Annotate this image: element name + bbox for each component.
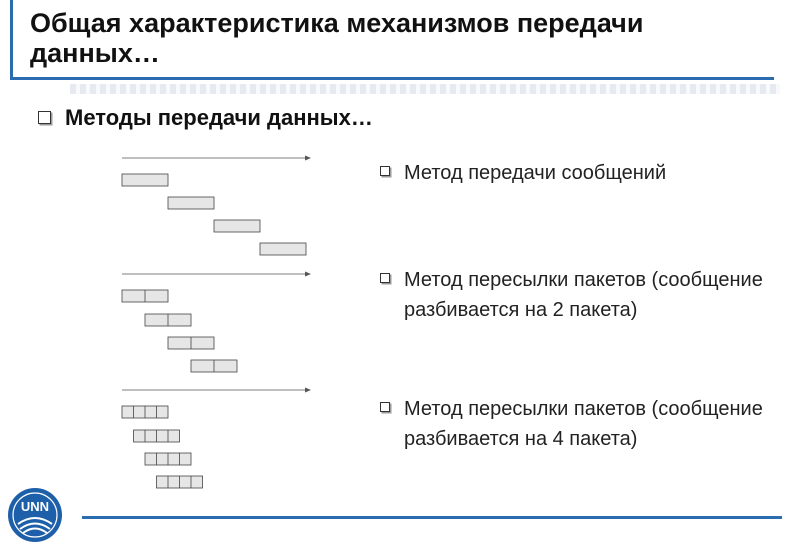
footer-divider <box>82 516 782 519</box>
list-item <box>380 158 780 188</box>
checkbox-bullet-icon <box>380 273 390 283</box>
packet-row <box>168 337 214 349</box>
packet-row <box>145 453 191 465</box>
list-item <box>380 265 780 325</box>
slide-title: Общая характеристика механизмов передачи данных… <box>30 8 644 68</box>
time-arrow-1 <box>305 156 311 161</box>
packet-row <box>191 360 237 372</box>
main-bullet-text: Методы передачи данных… <box>65 105 373 130</box>
list-item-text: Метод пересылки пакетов (сообщение разбивается на 2 пакета) <box>404 269 763 321</box>
transfer-timing-diagram <box>100 150 340 500</box>
title-divider <box>10 77 774 80</box>
time-arrow-2 <box>305 272 311 277</box>
list-item <box>380 394 780 454</box>
message-block <box>168 197 214 209</box>
logo-text: UNN <box>20 499 50 514</box>
checkbox-bullet-icon <box>380 402 390 412</box>
packet-row <box>145 314 191 326</box>
packet-row <box>122 290 168 302</box>
packet-row <box>122 406 168 418</box>
list-item-text: Метод пересылки пакетов (сообщение разбивается на 4 пакета) <box>404 398 763 450</box>
message-block <box>122 174 168 186</box>
packet-row <box>134 430 180 442</box>
main-bullet <box>38 104 373 132</box>
checkbox-bullet-icon <box>38 111 51 124</box>
list-item-text: Метод передачи сообщений <box>404 162 667 184</box>
message-block <box>260 243 306 255</box>
unn-logo-icon <box>6 486 64 544</box>
message-block <box>214 220 260 232</box>
checkbox-bullet-icon <box>380 166 390 176</box>
title-decoration <box>70 84 780 94</box>
time-arrow-3 <box>305 388 311 393</box>
packet-row <box>157 476 203 488</box>
